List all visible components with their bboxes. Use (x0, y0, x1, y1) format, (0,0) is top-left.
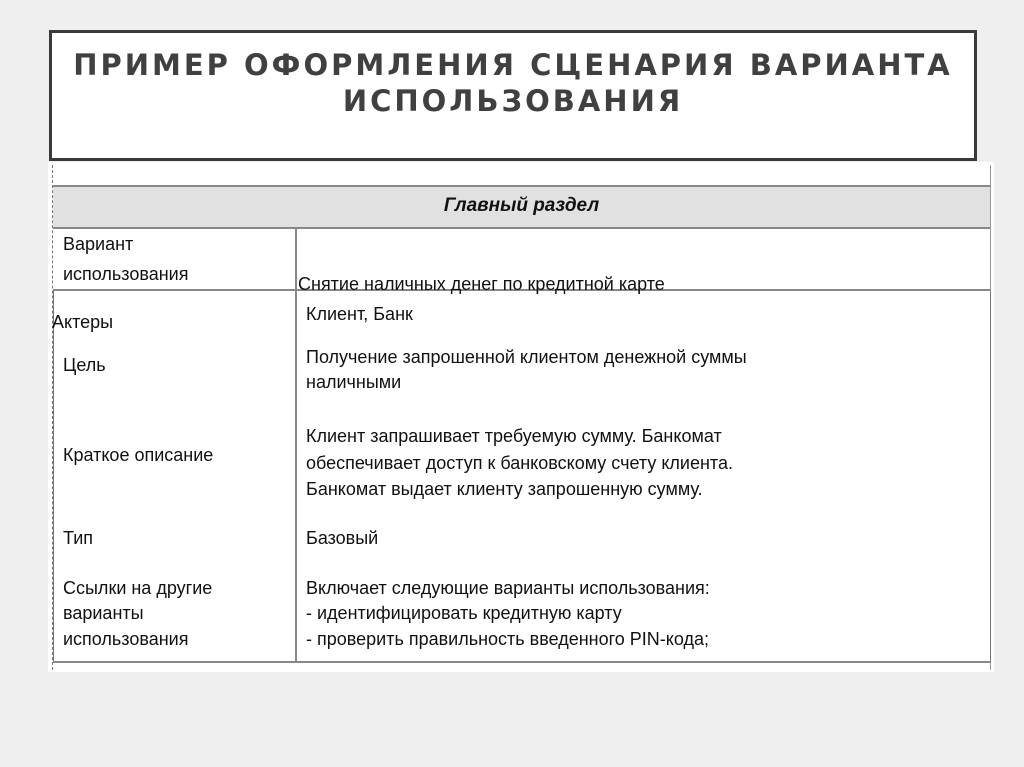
links-label: варианты (63, 603, 144, 623)
description-value: Клиент запрашивает требуемую сумму. Банкомат (306, 426, 722, 446)
column-divider (295, 227, 297, 289)
actors-label: Актеры (52, 312, 114, 332)
goal-label: Цель (63, 355, 106, 375)
description-label: Краткое описание (63, 445, 214, 465)
use-case-label: Вариант (63, 234, 134, 254)
slide-title: ПРИМЕР ОФОРМЛЕНИЯ СЦЕНАРИЯ ВАРИАНТА ИСПОЛЬЗОВАНИЯ (73, 48, 953, 118)
goal-value: Получение запрошенной клиентом денежной суммы (306, 347, 747, 367)
links-value: Включает следующие варианты использования: (306, 578, 710, 598)
column-divider (295, 291, 297, 662)
use-case-label: использования (63, 264, 189, 284)
type-label: Тип (63, 528, 94, 548)
goal-value: наличными (306, 372, 402, 392)
links-label: Ссылки на другие (63, 578, 213, 598)
description-value: Банкомат выдает клиенту запрошенную сумму. (306, 479, 703, 499)
links-label: использования (63, 629, 189, 649)
actors-value: Клиент, Банк (306, 304, 413, 324)
section-header: Главный раздел (53, 185, 990, 229)
title-box (49, 30, 977, 161)
links-value: - проверить правильность введенного PIN-кода; (306, 629, 709, 649)
type-value: Базовый (306, 528, 379, 548)
use-case-value: Снятие наличных денег по кредитной карте (298, 274, 665, 294)
description-value: обеспечивает доступ к банковскому счету клиента. (306, 453, 733, 473)
links-value: - идентифицировать кредитную карту (306, 603, 622, 623)
